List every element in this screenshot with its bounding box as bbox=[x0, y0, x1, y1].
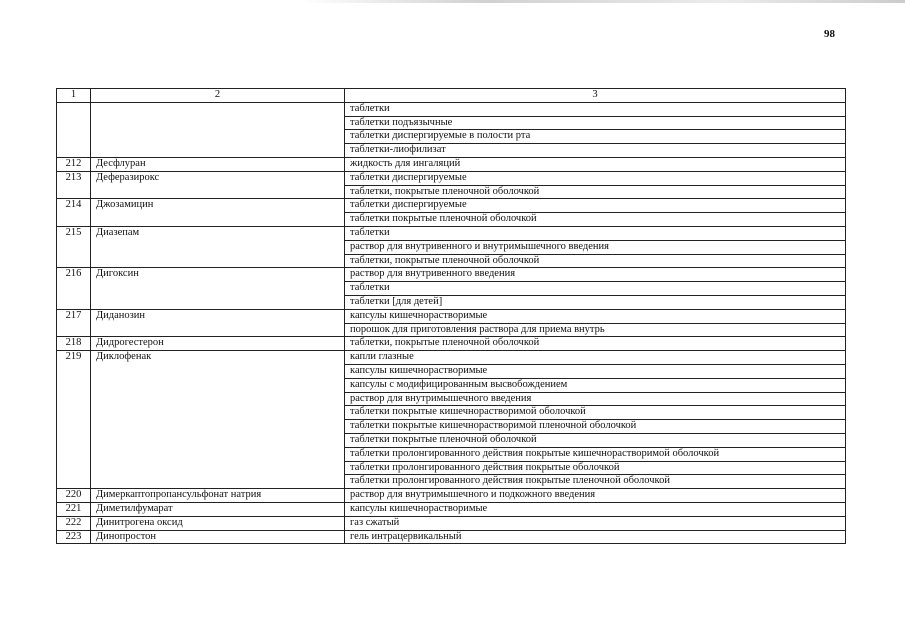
row-number: 218 bbox=[57, 337, 91, 351]
drug-name: Дидрогестерон bbox=[91, 337, 345, 351]
dosage-form: таблетки покрытые кишечнорастворимой оболочкой bbox=[345, 406, 846, 420]
dosage-form: газ сжатый bbox=[345, 516, 846, 530]
header-col-number: 1 bbox=[57, 89, 91, 103]
dosage-form: таблетки диспергируемые в полости рта bbox=[345, 130, 846, 144]
dosage-form: раствор для внутривенного введения bbox=[345, 268, 846, 282]
dosage-form: таблетки покрытые пленочной оболочкой bbox=[345, 433, 846, 447]
drug-name: Джозамицин bbox=[91, 199, 345, 227]
drug-name: Диклофенак bbox=[91, 351, 345, 489]
row-number: 222 bbox=[57, 516, 91, 530]
table-row bbox=[57, 199, 846, 213]
dosage-form: капли глазные bbox=[345, 351, 846, 365]
drug-name: Диметилфумарат bbox=[91, 502, 345, 516]
row-number: 219 bbox=[57, 351, 91, 489]
dosage-form: таблетки bbox=[345, 282, 846, 296]
table-row bbox=[57, 530, 846, 544]
header-col-forms: 3 bbox=[345, 89, 846, 103]
table-row bbox=[57, 516, 846, 530]
table-row bbox=[57, 226, 846, 240]
dosage-form: таблетки, покрытые пленочной оболочкой bbox=[345, 337, 846, 351]
row-number: 215 bbox=[57, 226, 91, 267]
row-number: 221 bbox=[57, 502, 91, 516]
row-number: 213 bbox=[57, 171, 91, 199]
table-row bbox=[57, 489, 846, 503]
drug-name: Дигоксин bbox=[91, 268, 345, 309]
table-body bbox=[57, 102, 846, 544]
drug-dosage-table bbox=[56, 88, 846, 544]
drug-name: Динопростон bbox=[91, 530, 345, 544]
drug-name: Деферазирокс bbox=[91, 171, 345, 199]
dosage-form: таблетки пролонгированного действия покрытые оболочкой bbox=[345, 461, 846, 475]
drug-name bbox=[91, 102, 345, 157]
table-row bbox=[57, 157, 846, 171]
dosage-form: таблетки покрытые кишечнорастворимой пленочной оболочкой bbox=[345, 420, 846, 434]
row-number: 216 bbox=[57, 268, 91, 309]
row-number bbox=[57, 102, 91, 157]
header-row bbox=[57, 89, 846, 103]
row-number: 220 bbox=[57, 489, 91, 503]
dosage-form: таблетки пролонгированного действия покрытые кишечнорастворимой оболочкой bbox=[345, 447, 846, 461]
drug-name: Димеркаптопропансульфонат натрия bbox=[91, 489, 345, 503]
dosage-form: раствор для внутримышечного и подкожного введения bbox=[345, 489, 846, 503]
dosage-form: раствор для внутримышечного введения bbox=[345, 392, 846, 406]
table-row bbox=[57, 351, 846, 365]
dosage-form: раствор для внутривенного и внутримышечного введения bbox=[345, 240, 846, 254]
row-number: 214 bbox=[57, 199, 91, 227]
table-header bbox=[57, 89, 846, 103]
header-col-name: 2 bbox=[91, 89, 345, 103]
dosage-form: таблетки диспергируемые bbox=[345, 199, 846, 213]
row-number: 217 bbox=[57, 309, 91, 337]
dosage-form: капсулы с модифицированным высвобождением bbox=[345, 378, 846, 392]
table-row bbox=[57, 309, 846, 323]
dosage-form: таблетки [для детей] bbox=[345, 295, 846, 309]
table-row bbox=[57, 502, 846, 516]
drug-name: Динитрогена оксид bbox=[91, 516, 345, 530]
table-row bbox=[57, 102, 846, 116]
dosage-form: жидкость для ингаляций bbox=[345, 157, 846, 171]
drug-name: Диазепам bbox=[91, 226, 345, 267]
row-number: 223 bbox=[57, 530, 91, 544]
dosage-form: таблетки диспергируемые bbox=[345, 171, 846, 185]
dosage-form: капсулы кишечнорастворимые bbox=[345, 309, 846, 323]
dosage-form: таблетки пролонгированного действия покрытые пленочной оболочкой bbox=[345, 475, 846, 489]
dosage-form: капсулы кишечнорастворимые bbox=[345, 364, 846, 378]
dosage-form: гель интрацервикальный bbox=[345, 530, 846, 544]
table-row bbox=[57, 268, 846, 282]
scan-edge-shadow bbox=[300, 0, 905, 3]
drug-name: Десфлуран bbox=[91, 157, 345, 171]
dosage-form: таблетки, покрытые пленочной оболочкой bbox=[345, 254, 846, 268]
table-row bbox=[57, 337, 846, 351]
dosage-form: таблетки подъязычные bbox=[345, 116, 846, 130]
dosage-form: таблетки, покрытые пленочной оболочкой bbox=[345, 185, 846, 199]
drug-name: Диданозин bbox=[91, 309, 345, 337]
table-row bbox=[57, 171, 846, 185]
row-number: 212 bbox=[57, 157, 91, 171]
dosage-form: порошок для приготовления раствора для приема внутрь bbox=[345, 323, 846, 337]
dosage-form: таблетки покрытые пленочной оболочкой bbox=[345, 213, 846, 227]
dosage-form: таблетки-лиофилизат bbox=[345, 144, 846, 158]
dosage-form: капсулы кишечнорастворимые bbox=[345, 502, 846, 516]
dosage-form: таблетки bbox=[345, 102, 846, 116]
dosage-form: таблетки bbox=[345, 226, 846, 240]
page-number: 98 bbox=[824, 28, 835, 40]
